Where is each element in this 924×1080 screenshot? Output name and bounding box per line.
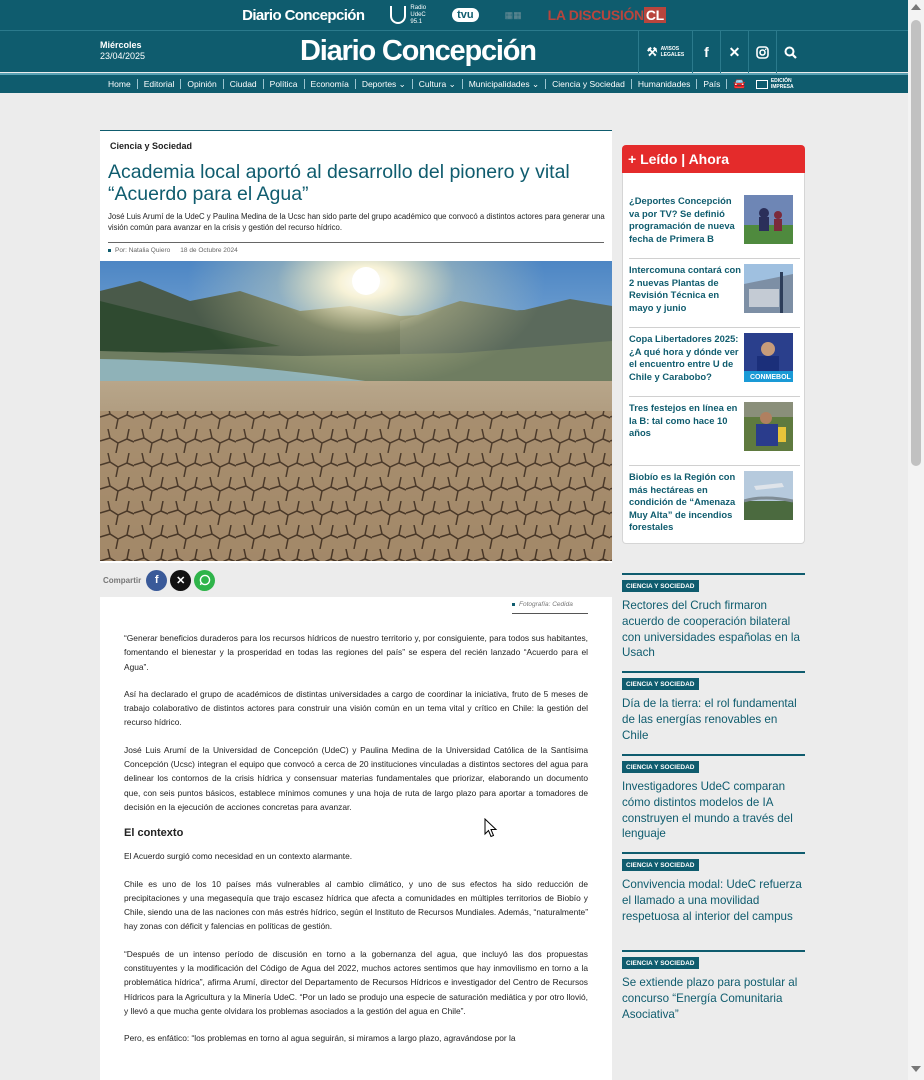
leido-item-thumbnail[interactable] <box>744 333 793 382</box>
nav-item[interactable]: Home <box>102 79 138 89</box>
divider <box>622 754 805 756</box>
header-date <box>100 40 145 62</box>
x-icon[interactable]: ✕ <box>720 31 748 73</box>
scrollbar-thumb[interactable] <box>911 20 921 466</box>
share-x-icon[interactable]: ✕ <box>170 570 191 591</box>
newspaper-icon <box>756 80 768 89</box>
news-item[interactable] <box>622 754 805 842</box>
partner-radio-udec-logo[interactable]: Radio UdeC 95.1 <box>390 5 426 26</box>
article-author: Por: Natalia Quiero <box>115 247 171 254</box>
chevron-down-icon: ⌄ <box>529 79 540 89</box>
facebook-icon[interactable]: f <box>692 31 720 73</box>
car-icon[interactable]: 🚘 <box>733 78 746 90</box>
partner-la-discusion-logo[interactable]: LA DISCUSIÓN CL <box>547 7 664 23</box>
nav-item[interactable]: Economía <box>305 79 356 89</box>
news-tag[interactable]: CIENCIA Y SOCIEDAD <box>622 761 699 773</box>
nav-item[interactable]: Deportes ⌄ <box>356 79 413 89</box>
news-title[interactable]: Día de la tierra: el rol fundamental de las energías renovables en Chile <box>622 697 797 742</box>
site-logo[interactable]: Diario Concepción <box>300 35 536 67</box>
bullet-icon <box>512 603 515 606</box>
svg-text:CONMEBOL: CONMEBOL <box>750 374 791 381</box>
article-paragraph: Pero, es enfático: “los problemas en torno al agua seguirán, si miramos a largo plazo, agravándose por la <box>124 1033 516 1044</box>
instagram-icon[interactable] <box>748 31 776 73</box>
nav-item[interactable]: Cultura ⌄ <box>413 79 463 89</box>
nav-item[interactable]: Ciudad <box>224 79 264 89</box>
site-header <box>0 30 908 72</box>
scroll-down-icon[interactable] <box>911 1066 921 1072</box>
header-icons <box>638 31 804 73</box>
article-subheading: El contexto <box>124 827 184 840</box>
photo-credit: Fotografía: Cedida <box>512 601 573 608</box>
news-title[interactable]: Convivencia modal: UdeC refuerza el llamado a una movilidad respetuosa al interior del campus <box>622 878 802 923</box>
article-section[interactable]: Ciencia y Sociedad <box>110 141 193 151</box>
scroll-up-icon[interactable] <box>911 4 921 10</box>
leido-item-title[interactable]: Intercomuna contará con 2 nuevas Plantas de Revisión Técnica en mayo y junio <box>629 264 742 313</box>
leido-item-title[interactable]: Biobío es la Región con más hectáreas en condición de “Amenaza Muy Alta” de incendios forestales <box>629 471 736 533</box>
partner-diario-concepcion-logo[interactable]: Diario Concepción <box>242 6 365 24</box>
search-icon[interactable] <box>776 31 804 73</box>
header-date-value: 23/04/2025 <box>100 51 146 61</box>
news-tag[interactable]: CIENCIA Y SOCIEDAD <box>622 859 699 871</box>
news-tag[interactable]: CIENCIA Y SOCIEDAD <box>622 678 699 690</box>
leido-item[interactable] <box>629 333 800 393</box>
partner-strip <box>0 0 908 30</box>
leido-item-thumbnail[interactable] <box>744 471 793 520</box>
divider <box>629 465 800 466</box>
scrollbar[interactable] <box>908 0 924 1080</box>
partner-grey-logo-icon[interactable]: ▦▦ <box>504 9 522 20</box>
divider <box>622 573 805 575</box>
article-paragraph: El Acuerdo surgió como necesidad en un contexto alarmante. <box>124 851 353 862</box>
leido-ahora-title[interactable]: + Leído | Ahora <box>622 145 805 173</box>
news-tag[interactable]: CIENCIA Y SOCIEDAD <box>622 957 699 969</box>
article <box>100 130 612 1080</box>
article-body <box>124 631 588 1059</box>
bullet-icon <box>108 249 111 252</box>
share-facebook-icon[interactable]: f <box>146 570 167 591</box>
news-title[interactable]: Rectores del Cruch firmaron acuerdo de cooperación bilateral con universidades españolas en la Usach <box>622 599 800 660</box>
news-item[interactable] <box>622 671 805 743</box>
leido-item-title[interactable]: ¿Deportes Concepción va por TV? Se definió programación de nueva fecha de Primera B <box>629 195 735 244</box>
divider <box>512 613 588 614</box>
mouse-cursor-icon <box>484 818 498 838</box>
divider <box>622 671 805 673</box>
article-paragraph: “Generar beneficios duraderos para los recursos hídricos de nuestro territorio y, por consiguiente, para todos sus habitantes, fomentando el bienestar y la prosperidad en todas las regiones del país” se espera del recién lanzado “Acuerdo para el Agua”. <box>124 633 588 672</box>
leido-item[interactable] <box>629 471 800 531</box>
chevron-down-icon: ⌄ <box>446 79 456 89</box>
radio-udec-icon <box>390 6 406 24</box>
leido-item-title[interactable]: Copa Libertadores 2025: ¿A qué hora y dónde ver el encuentro entre U de Chile y Carabobo? <box>629 333 739 382</box>
nav-item[interactable]: Opinión <box>181 79 223 89</box>
article-paragraph: “Después de un intenso período de discusión en torno a la gobernanza del agua, que incluyó las dos propuestas constituyentes y la modificación del Código de Agua del 2022, muchos actores sentimos que hay inmovilismo en torno a la problemática hídrica”, afirma Arumí, director del Departamento de Recursos Hídricos e investigador del Centro de Recursos Hídricos para la Agricultura y la Minería UdeC. “Por un lado se produjo una especie de saturación mediática y por otro llovió, y llevó a que mucha gente olvidara los problemas asociados a la gestión del agua en Chile”. <box>124 948 588 1016</box>
chevron-down-icon: ⌄ <box>396 79 406 89</box>
leido-item-thumbnail[interactable] <box>744 195 793 244</box>
article-paragraph: Así ha declarado el grupo de académicos de distintas universidades a cargo de coordinar la iniciativa, fruto de 5 meses de trabajo colaborativo de distintos actores para construir una visión común en un tema vital y crítico en Chile: la gestión del recurso hídrico. <box>124 688 588 728</box>
main-nav <box>0 73 908 93</box>
divider <box>622 852 805 854</box>
nav-item[interactable]: Humanidades <box>632 79 697 89</box>
article-paragraph: Chile es uno de los 10 países más vulnerables al cambio climático, y uno de sus efectos ha sido reducción de precipitaciones y una megasequía que trajo escasez hídrica que afecta a comunidades en múltiples territorios de Biobío y Chile, siendo una de las naciones con más estrés hídrico, según el Instituto de Recursos Mundiales. Además, “naturalmente” hay zonas con déficit y falencias en políticas de gestión. <box>124 878 588 932</box>
header-day: Miércoles <box>100 40 142 50</box>
byline <box>108 247 238 254</box>
article-lead: José Luis Arumí de la UdeC y Paulina Medina de la Ucsc han sido parte del grupo académico que convocó a distintos actores para generar una visión común para avanzar en la crisis y gestión del recurso hídrico. <box>108 212 605 232</box>
news-title[interactable]: Investigadores UdeC comparan cómo distintos modelos de IA construyen el mundo a través del lenguaje <box>622 780 793 841</box>
article-date: 18 de Octubre 2024 <box>180 247 238 254</box>
divider <box>629 396 800 397</box>
divider <box>629 327 800 328</box>
leido-item[interactable] <box>629 264 800 324</box>
share-label: Compartir <box>103 575 142 585</box>
gavel-icon: ⚒ <box>646 45 658 59</box>
share-whatsapp-icon[interactable] <box>194 570 215 591</box>
nav-item[interactable]: Ciencia y Sociedad <box>546 79 632 89</box>
leido-item[interactable] <box>629 402 800 462</box>
leido-item[interactable] <box>629 195 800 255</box>
divider <box>629 258 800 259</box>
divider <box>108 242 604 243</box>
partner-tvu-logo[interactable]: tvu <box>452 8 479 22</box>
article-photo <box>100 261 612 561</box>
article-title: Academia local aportó al desarrollo del pionero y vital “Acuerdo para el Agua” <box>108 161 570 205</box>
edicion-impresa-button[interactable]: EDICIÓN IMPRESA <box>752 78 794 90</box>
nav-item[interactable]: Editorial <box>138 79 182 89</box>
leido-item-thumbnail[interactable] <box>744 264 793 313</box>
nav-item[interactable]: Municipalidades ⌄ <box>463 79 546 89</box>
news-title[interactable]: Se extiende plazo para postular al concurso “Energía Comunitaria Asociativa” <box>622 976 798 1021</box>
article-paragraph: José Luis Arumí de la Universidad de Concepción (UdeC) y Paulina Medina de la Universidad Católica de la Santísima Concepción (Ucsc) integran el equipo que convocó a cerca de 20 instituciones vinculadas a distintos sectores del agua para delinear los contornos de la crisis hídrica y consensuar materias fundamentales que priorizar, elaborando un documento que, con seis puntos básicos, establece mínimos comunes y una hoja de ruta de largo plazo para aportar a tomadores de decisión en la ejecución de acciones concretas para avanzar. <box>124 744 588 812</box>
leido-item-thumbnail[interactable] <box>744 402 793 451</box>
leido-item-title[interactable]: Tres festejos en línea en la B: tal como hace 10 años <box>629 402 738 439</box>
divider <box>622 950 805 952</box>
nav-item[interactable]: País <box>697 79 727 89</box>
news-tag[interactable]: CIENCIA Y SOCIEDAD <box>622 580 699 592</box>
nav-item[interactable]: Política <box>264 79 305 89</box>
news-item[interactable] <box>622 950 805 1022</box>
leido-ahora-list <box>622 173 805 544</box>
share-bar <box>100 563 612 597</box>
avisos-legales-button[interactable]: ⚒ AVISOS LEGALES <box>638 31 692 73</box>
news-item[interactable] <box>622 852 805 924</box>
news-item[interactable] <box>622 573 805 661</box>
